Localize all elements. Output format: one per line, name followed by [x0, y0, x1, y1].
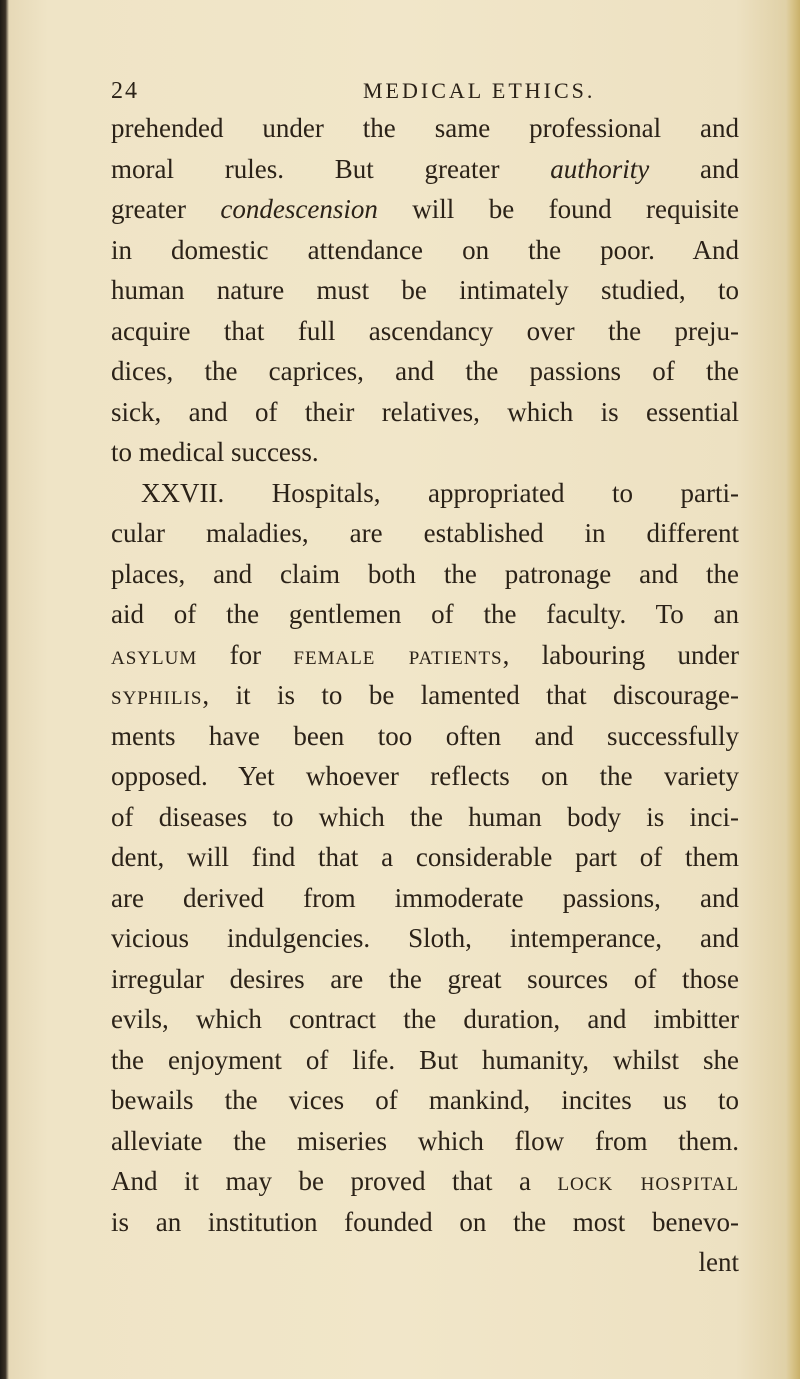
small-caps-term: female patients: [293, 639, 503, 670]
text-line: in domestic attendance on the poor. And: [111, 234, 739, 265]
text-line: dices, the caprices, and the passions of the: [111, 356, 739, 386]
text-line: And it may be proved that a lock hospital: [111, 1166, 739, 1196]
text-line: of diseases to which the human body is inci-: [111, 801, 739, 832]
small-caps-term: asylum: [111, 639, 198, 670]
text-line: dent, will find that a considerable part of them: [111, 842, 739, 872]
text-line: human nature must be intimately studied, to: [111, 275, 739, 305]
text-line: irregular desires are the great sources of those: [111, 963, 739, 994]
text-line: vicious indulgencies. Sloth, intemperance, and: [111, 923, 739, 953]
text-line: alleviate the miseries which flow from them.: [111, 1125, 739, 1156]
text-line: opposed. Yet whoever reflects on the variety: [111, 761, 739, 791]
text-line: the enjoyment of life. But humanity, whilst she: [111, 1044, 739, 1075]
text-line: prehended under the same professional and: [111, 113, 739, 143]
body-text: [111, 108, 739, 1283]
text-line: syphilis, it is to be lamented that discourage-: [111, 680, 739, 710]
small-caps-term: lock hospital: [557, 1166, 739, 1196]
text-line: to medical success.: [111, 437, 319, 467]
text-line: greater condescension will be found requisite: [111, 194, 739, 224]
text-line: ments have been too often and successfully: [111, 720, 739, 751]
text-line: evils, which contract the duration, and imbitter: [111, 1004, 739, 1034]
text-line: places, and claim both the patronage and the: [111, 558, 739, 589]
text-line: sick, and of their relatives, which is essential: [111, 396, 739, 427]
page-gutter-shadow: [0, 0, 9, 1379]
catchword: lent: [698, 1247, 739, 1277]
emphasis: authority: [550, 153, 650, 184]
text-line: moral rules. But greater authority and: [111, 153, 739, 184]
emphasis: condescension: [220, 194, 378, 224]
text-line: asylum for female patients, labouring under: [111, 639, 739, 670]
small-caps-term: syphilis: [111, 680, 203, 710]
text-line: is an institution founded on the most benevo-: [111, 1206, 739, 1237]
text-line: aid of the gentlemen of the faculty. To an: [111, 599, 739, 629]
text-line: cular maladies, are established in different: [111, 518, 739, 548]
text-line: acquire that full ascendancy over the preju-: [111, 315, 739, 346]
page-edge-tint: [786, 0, 800, 1379]
section-start-line: XXVII. Hospitals, appropriated to parti-: [141, 477, 739, 508]
text-line: are derived from immoderate passions, and: [111, 882, 739, 913]
running-head: [111, 78, 741, 112]
text-line: bewails the vices of mankind, incites us to: [111, 1085, 739, 1115]
running-title: MEDICAL ETHICS.: [363, 78, 596, 103]
page-number: 24: [111, 78, 139, 104]
